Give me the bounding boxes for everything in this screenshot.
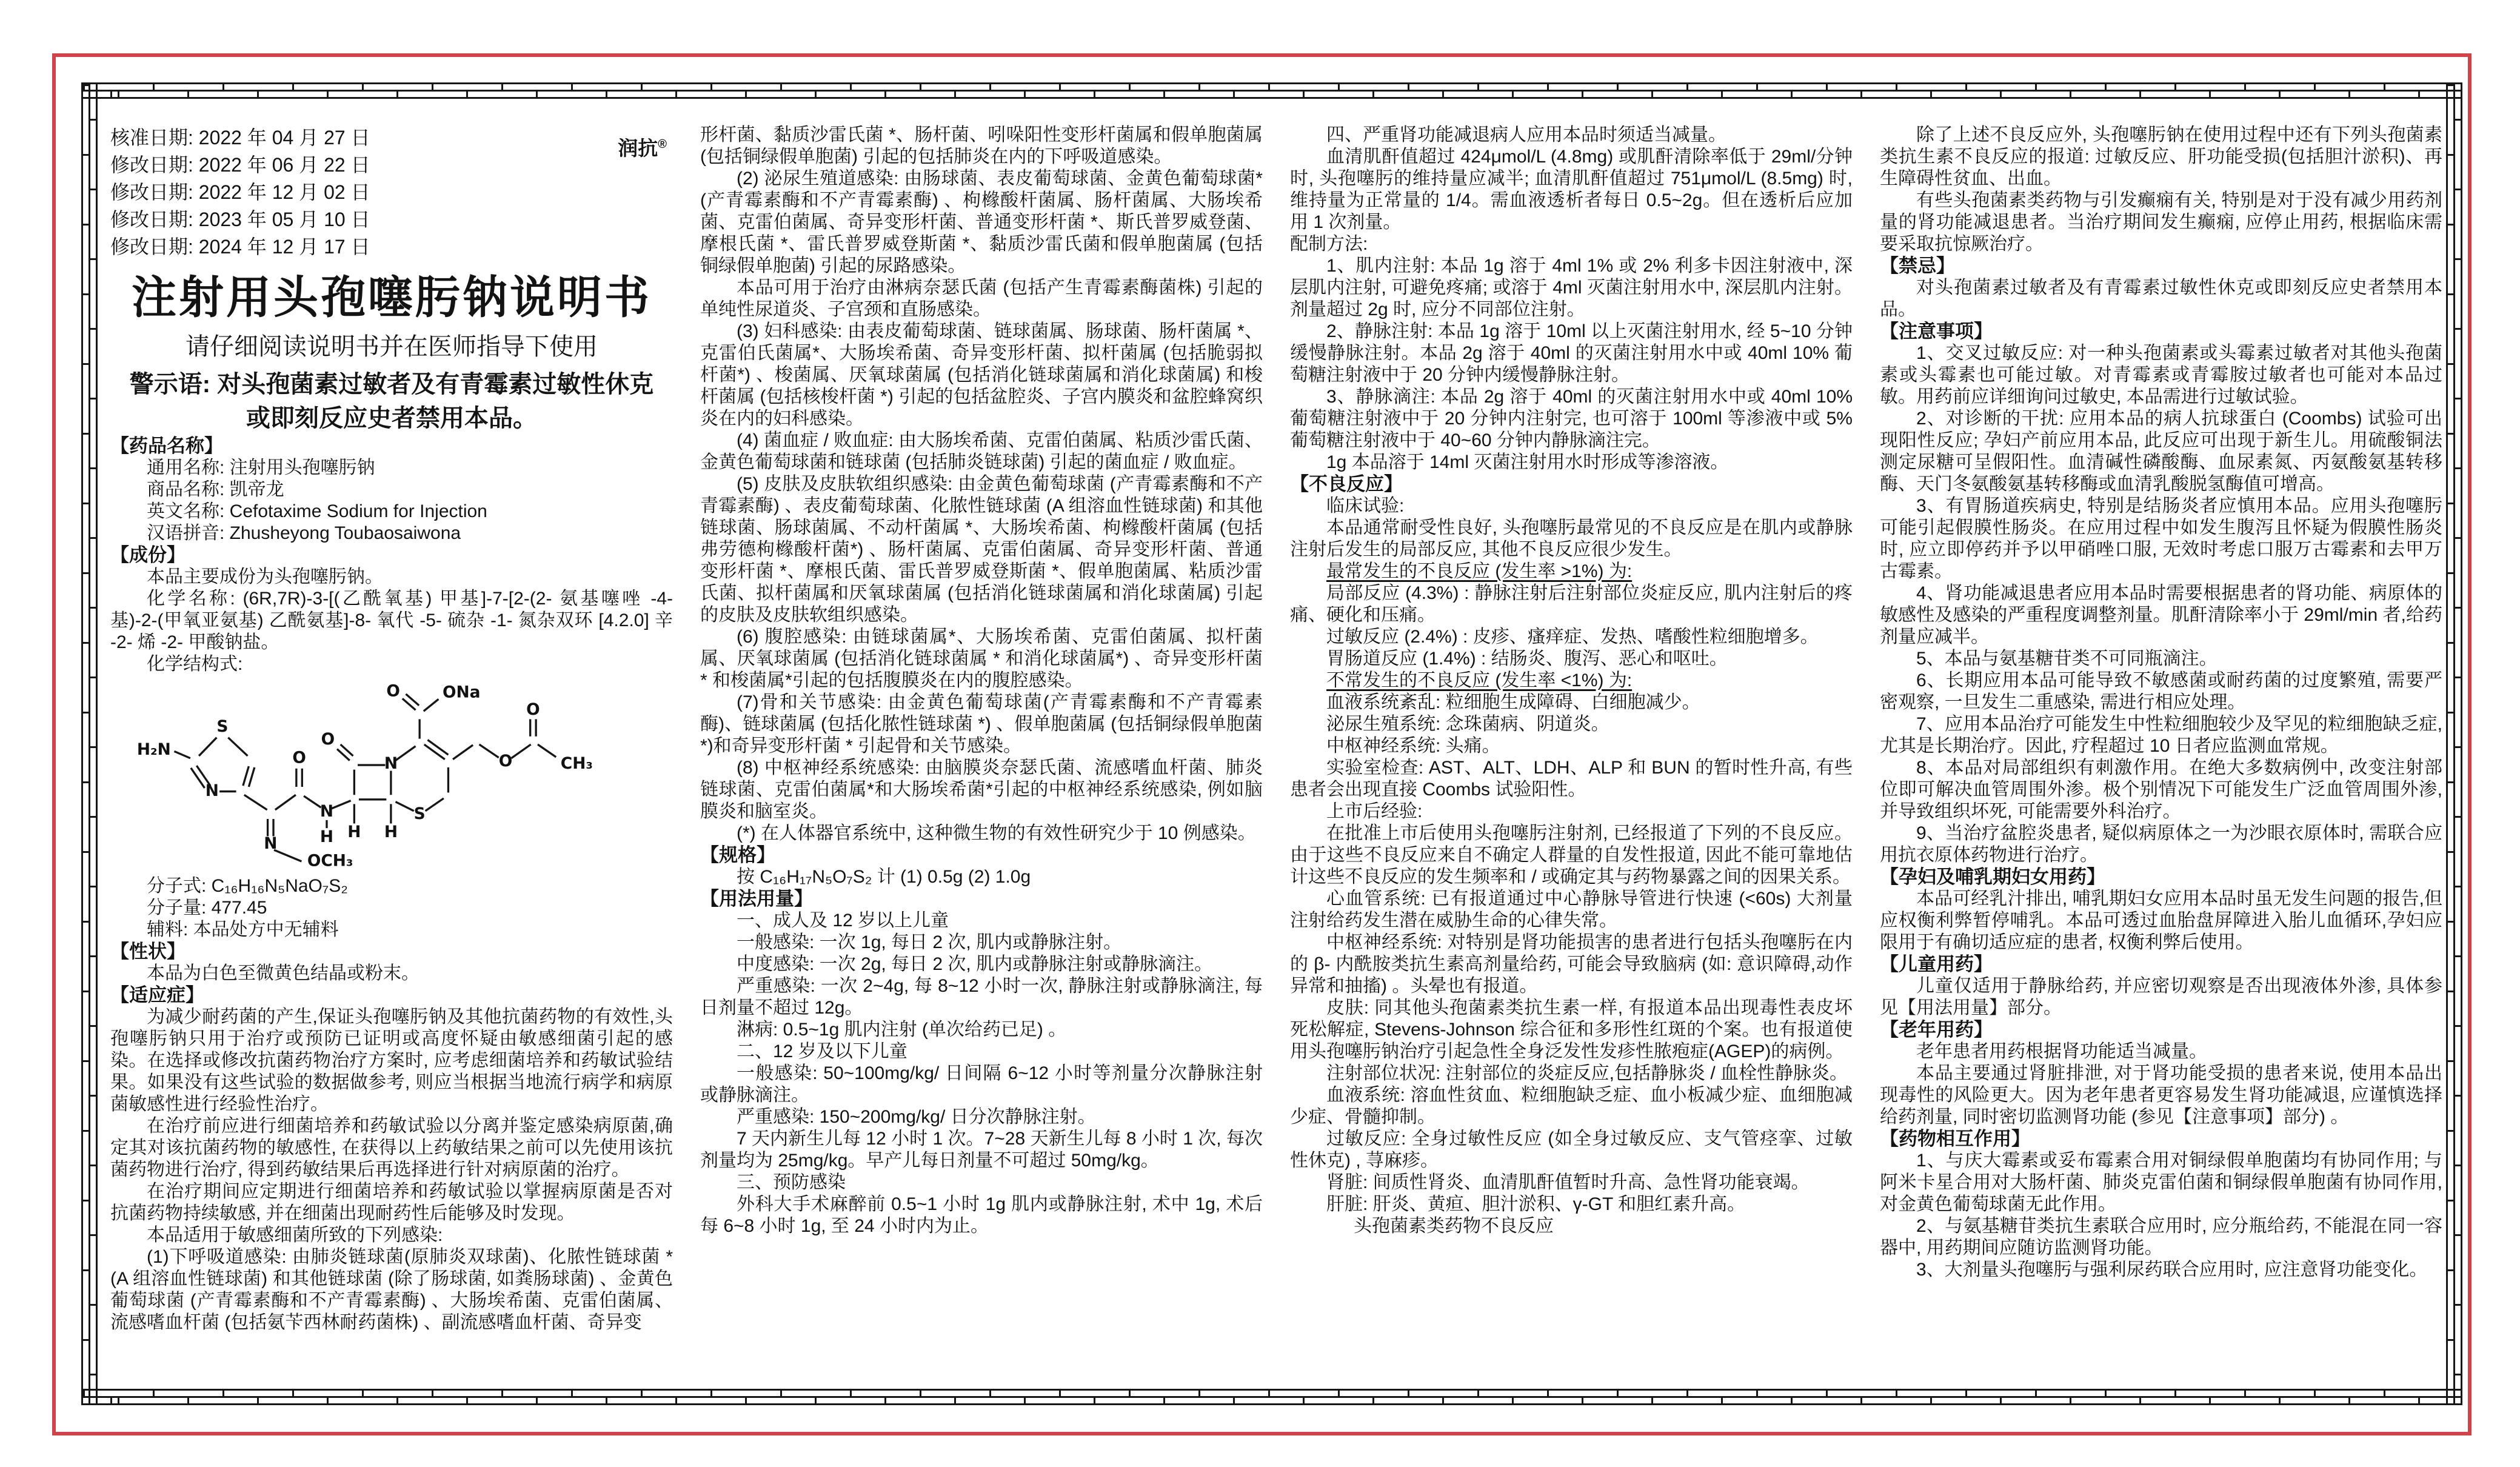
column-1-blocks-a	[110, 435, 673, 675]
section-heading: 【成份】	[110, 544, 185, 566]
chem-atom-label: O	[498, 751, 513, 770]
paragraph: 商品名称: 凯帝龙	[147, 480, 284, 500]
paragraph: (3) 妇科感染: 由表皮葡萄球菌、链球菌属、肠球菌、肠杆菌属 *、克雷伯氏菌属*、大肠埃希菌、奇异变形杆菌、拟杆菌属 (包括脆弱拟杆菌*) 、梭菌属、厌氧球菌属 (包括消化链球菌属和消化球菌属) 和梭杆菌属 (包括核梭杆菌 *) 引起的包括盆腔炎、子宫内膜炎和盆腔蜂窝织炎在内的妇科感染。	[700, 321, 1263, 429]
chem-atom-label: N	[205, 781, 219, 801]
paragraph: 1、与庆大霉素或妥布霉素合用对铜绿假单胞菌均有协同作用; 与阿米卡星合用对大肠杆菌、肺炎克雷伯菌和铜绿假单胞菌有协同作用,对金黄色葡萄球菌无此作用。	[1880, 1151, 2442, 1214]
paragraph: 5、本品与氨基糖苷类不可同瓶滴注。	[1916, 649, 2218, 669]
column-3	[1290, 124, 1853, 1379]
paragraph: 淋病: 0.5~1g 肌内注射 (单次给药已足) 。	[737, 1020, 1067, 1040]
section-heading: 【注意事项】	[1880, 321, 1993, 342]
paragraph: 血清肌酐值超过 424μmol/L (4.8mg) 或肌酐清除率低于 29ml/分钟时, 头孢噻肟的维持量应减半; 血清肌酐值超过 751μmol/L (8.5mg) 时, 维持量为正常量的 1/4。需血液透析者每日 0.5~2g。但在透析后应加用 1 次剂量。	[1290, 147, 1853, 232]
paragraph: 7、应用本品治疗可能发生中性粒细胞较少及罕见的粒细胞缺乏症,尤其是长期治疗。因此, 疗程超过 10 日者应监测血常规。	[1880, 714, 2442, 756]
paragraph: 本品为白色至微黄色结晶或粉末。	[147, 963, 419, 983]
paragraph: (*) 在人体器官系统中, 这种微生物的有效性研究少于 10 例感染。	[737, 823, 1256, 843]
paragraph: 1、肌内注射: 本品 1g 溶于 4ml 1% 或 2% 利多卡因注射液中, 深层肌内注射, 可避免疼痛; 或溶于 4ml 灭菌注射用水中, 深层肌内注射。剂量超过 2g 时, 应分不同部位注射。	[1290, 256, 1853, 319]
brick-border-top	[81, 82, 2462, 99]
section-heading: 【规格】	[700, 844, 775, 866]
warning-line-1: 警示语: 对头孢菌素过敏者及有青霉素过敏性休克	[129, 371, 654, 398]
paragraph: 形杆菌、黏质沙雷氏菌 *、肠杆菌、吲哚阳性变形杆菌属和假单胞菌属 (包括铜绿假单胞菌) 引起的包括肺炎在内的下呼吸道感染。	[700, 125, 1263, 167]
section-heading: 【禁忌】	[1880, 255, 1955, 276]
date-line: 修改日期: 2022 年 12 月 02 日	[110, 181, 370, 203]
paragraph: 配制方法:	[1290, 234, 1368, 254]
paragraph: 本品通常耐受性良好, 头孢噻肟最常见的不良反应是在肌内或静脉注射后发生的局部反应, 其他不良反应很少发生。	[1290, 518, 1853, 560]
paragraph: 四、严重肾功能减退病人应用本品时须适当减量。	[1326, 125, 1726, 145]
paragraph: 英文名称: Cefotaxime Sodium for Injection	[147, 501, 487, 521]
chem-atom-label: S	[216, 717, 229, 737]
paragraph: 本品可用于治疗由淋病奈瑟氏菌 (包括产生青霉素酶菌株) 引起的单纯性尿道炎、子宫颈和直肠感染。	[700, 278, 1263, 319]
section-heading: 【不良反应】	[1290, 473, 1403, 495]
paragraph: 肝脏: 肝炎、黄疸、胆汁淤积、γ-GT 和胆红素升高。	[1326, 1194, 1746, 1214]
warning-line-2: 或即刻反应史者禁用本品。	[246, 405, 537, 432]
chem-atom-label: H₂N	[136, 740, 171, 760]
paragraph: 1、交叉过敏反应: 对一种头孢菌素或头霉素过敏者对其他头孢菌素或头霉素也可能过敏。对青霉素或青霉胺过敏者也可能对本品过敏。用药前应详细询问过敏史, 本品需进行过敏试验。	[1880, 343, 2442, 407]
paragraph: 中度感染: 一次 2g, 每日 2 次, 肌内或静脉注射或静脉滴注。	[737, 954, 1213, 974]
paragraph: 中枢神经系统: 头痛。	[1326, 736, 1500, 756]
page-title: 注射用头孢噻肟钠说明书	[132, 272, 652, 322]
paragraph: 胃肠道反应 (1.4%) : 结肠炎、腹泻、恶心和呕吐。	[1326, 649, 1728, 669]
paragraph: 血液系统: 溶血性贫血、粒细胞缺乏症、血小板减少症、血细胞减少症、骨髓抑制。	[1290, 1085, 1853, 1127]
paragraph: 2、与氨基糖苷类抗生素联合应用时, 应分瓶给药, 不能混在同一容器中, 用药期间应随访监测肾功能。	[1880, 1216, 2442, 1258]
paragraph: (8) 中枢神经系统感染: 由脑膜炎奈瑟氏菌、流感嗜血杆菌、肺炎链球菌、克雷伯菌属*和大肠埃希菌*引起的中枢神经系统感染, 例如脑膜炎和脑室炎。	[700, 758, 1263, 821]
section-heading: 【儿童用药】	[1880, 954, 1993, 975]
paragraph: 有些头孢菌素类药物与引发癫痫有关, 特别是对于没有减少用药剂量的肾功能减退患者。当治疗期间发生癫痫, 应停止用药, 根据临床需要采取抗惊厥治疗。	[1880, 190, 2442, 254]
paragraph: 上市后经验:	[1326, 801, 1423, 821]
paragraph: 按 C₁₆H₁₇N₅O₇S₂ 计 (1) 0.5g (2) 1.0g	[737, 867, 1031, 887]
paragraph: 6、长期应用本品可能导致不敏感菌或耐药菌的过度繁殖, 需要严密观察, 一旦发生二重感染, 需进行相应处理。	[1880, 670, 2442, 712]
section-heading: 【适应症】	[110, 984, 204, 1006]
registered-trademark-icon: ®	[658, 138, 667, 151]
chem-atom-label: CH₃	[560, 754, 593, 773]
approval-dates	[110, 124, 673, 261]
chem-atom-label: O	[292, 748, 306, 767]
paragraph: (4) 菌血症 / 败血症: 由大肠埃希菌、克雷伯菌属、粘质沙雷氏菌、金黄色葡萄球菌和链球菌 (包括肺炎链球菌) 引起的菌血症 / 败血症。	[700, 430, 1263, 472]
paragraph: (5) 皮肤及皮肤软组织感染: 由金黄色葡萄球菌 (产青霉素酶和不产青霉素酶) 、表皮葡萄球菌、化脓性链球菌 (A 组溶血性链球菌) 和其他链球菌、肠球菌属、不动杆菌属 *、大肠埃希菌、枸橼酸杆菌属 (包括弗劳德枸橼酸杆菌*) 、肠杆菌属、克雷伯菌属、奇异变形杆菌、普通变形杆菌 *、摩根氏菌、雷氏普罗威登斯菌 *、假单胞菌属、粘质沙雷氏菌、拟杆菌属和厌氧球菌属 (包括消化链球菌属和消化球菌属) 引起的皮肤及皮肤软组织感染。	[700, 474, 1263, 625]
chem-bonds	[174, 694, 556, 861]
chem-atom-label: N	[319, 802, 334, 821]
paragraph: (7)骨和关节感染: 由金黄色葡萄球菌(产青霉素酶和不产青霉素酶)、链球菌属 (包括化脓性链球菌 *) 、假单胞菌属 (包括铜绿假单胞菌 *)和奇异变形杆菌 * 引起骨和关节感染。	[700, 692, 1263, 756]
paragraph: 儿童仅适用于静脉给药, 并应密切观察是否出现液体外渗, 具体参见【用法用量】部分。	[1880, 976, 2442, 1018]
paragraph: 辅料: 本品处方中无辅料	[147, 920, 339, 940]
paragraph: 临床试验:	[1326, 496, 1405, 516]
paragraph: 注射部位状况: 注射部位的炎症反应,包括静脉炎 / 血栓性静脉炎。	[1326, 1063, 1848, 1083]
chem-atom-label: H	[384, 823, 398, 842]
paragraph: 对头孢菌素过敏者及有青霉素过敏性休克或即刻反应史者禁用本品。	[1880, 278, 2442, 319]
chem-atom-label: H	[347, 823, 361, 842]
paragraph: 为减少耐药菌的产生,保证头孢噻肟钠及其他抗菌药物的有效性,头孢噻肟钠只用于治疗或预防已证明或高度怀疑由敏感细菌引起的感染。在选择或修改抗菌药物治疗方案时, 应考虑细菌培养和药敏试验结果。如果没有这些试验的数据做参考, 则应当根据当地流行病学和病原菌敏感性进行经验性治疗。	[110, 1007, 673, 1114]
paragraph: 老年患者用药根据肾功能适当减量。	[1916, 1041, 2207, 1061]
paragraph: 不常发生的不良反应 (发生率 <1%) 为:	[1326, 670, 1633, 690]
paragraph: 化学结构式:	[147, 654, 243, 674]
paragraph: 本品主要成份为头孢噻肟钠。	[147, 567, 383, 587]
paragraph: 8、本品对局部组织有刺激作用。在绝大多数病例中, 改变注射部位即可解决血管周围外渗。极个别情况下可能发生广泛血管周围外渗,并导致组织坏死, 可能需要外科治疗。	[1880, 758, 2442, 821]
paragraph: 2、对诊断的干扰: 应用本品的病人抗球蛋白 (Coombs) 试验可出现阳性反应; 孕妇产前应用本品, 此反应可出现于新生儿。用硫酸铜法测定尿糖可呈假阳性。血清碱性磷酸酶、血尿素氮、丙氨酸氨基转移酶、天门冬氨酸氨基转移酶或血清乳酸脱氢酶值可增高。	[1880, 409, 2442, 494]
paragraph: 在批准上市后使用头孢噻肟注射剂, 已经报道了下列的不良反应。由于这些不良反应来自不确定人群量的自发性报道, 因此不能可靠地估计这些不良反应的发生频率和 / 或确定其与药物暴露之间的因果关系。	[1290, 823, 1853, 887]
column-2	[700, 124, 1263, 1379]
paragraph: 分子式: C₁₆H₁₆N₅NaO₇S₂	[147, 876, 348, 896]
paragraph: 2、静脉注射: 本品 1g 溶于 10ml 以上灭菌注射用水, 经 5~10 分钟缓慢静脉注射。本品 2g 溶于 40ml 的灭菌注射用水中或 40ml 10% 葡萄糖注射液中于 20 分钟内缓慢静脉注射。	[1290, 321, 1853, 385]
paragraph: 本品主要通过肾脏排泄, 对于肾功能受损的患者来说, 使用本品出现毒性的风险更大。因为老年患者更容易发生肾功能减退, 应谨慎选择给药剂量, 同时密切监测肾功能 (参见【注意事项】部分) 。	[1880, 1063, 2442, 1127]
chemical-structure	[126, 680, 653, 873]
section-heading: 【性状】	[110, 941, 185, 962]
paragraph: 3、静脉滴注: 本品 2g 溶于 40ml 的灭菌注射用水中或 40ml 10% 葡萄糖注射液中于 20 分钟内注射完, 也可溶于 100ml 等渗液中或 5% 葡萄糖注射液中于 40~60 分钟内静脉滴注完。	[1290, 387, 1853, 450]
paragraph: 三、预防感染	[737, 1172, 846, 1192]
section-heading: 【药物相互作用】	[1880, 1128, 2030, 1149]
paragraph: 严重感染: 150~200mg/kg/ 日分次静脉注射。	[737, 1107, 1096, 1127]
paragraph: 化学名称: (6R,7R)-3-[(乙酰氧基) 甲基]-7-[2-(2- 氨基噻唑 -4- 基)-2-(甲氧亚氨基) 乙酰氨基]-8- 氧代 -5- 硫杂 -1- 氮杂双环 [4.2.0] 辛 -2- 烯 -2- 甲酸钠盐。	[110, 589, 673, 652]
chem-atom-label: O	[526, 700, 540, 719]
paragraph: 4、肾功能减退患者应用本品时需要根据患者的肾功能、病原体的敏感性及感染的严重程度调整剂量。肌酐清除率小于 29ml/min 者,给药剂量应减半。	[1880, 583, 2442, 647]
date-line: 核准日期: 2022 年 04 月 27 日	[110, 127, 370, 149]
brand-mark	[618, 133, 667, 161]
paragraph: (1)下呼吸道感染: 由肺炎链球菌(原肺炎双球菌)、化脓性链球菌 *(A 组溶血性链球菌) 和其他链球菌 (除了肠球菌, 如粪肠球菌) 、金黄色葡萄球菌 (产青霉素酶和不产青霉素酶) 、大肠埃希菌、克雷伯菌属、流感嗜血杆菌 (包括氨苄西林耐药菌株) 、副流感嗜血杆菌、奇异变	[110, 1247, 673, 1332]
paragraph: 肾脏: 间质性肾炎、血清肌酐值暂时升高、急性肾功能衰竭。	[1326, 1172, 1810, 1192]
paragraph: 局部反应 (4.3%) : 静脉注射后注射部位炎症反应, 肌内注射后的疼痛、硬化和压痛。	[1290, 583, 1853, 625]
paragraph: 在治疗期间应定期进行细菌培养和药敏试验以掌握病原菌是否对抗菌药物持续敏感, 并在细菌出现耐药性后能够及时发现。	[110, 1181, 673, 1223]
paragraph: 实验室检查: AST、ALT、LDH、ALP 和 BUN 的暂时性升高, 有些患者会出现直接 Coombs 试验阳性。	[1290, 758, 1853, 800]
paragraph: 二、12 岁及以下儿童	[737, 1041, 907, 1061]
paragraph: 严重感染: 一次 2~4g, 每 8~12 小时一次, 静脉注射或静脉滴注, 每日剂量不超过 12g。	[700, 976, 1263, 1018]
paragraph: 一、成人及 12 岁以上儿童	[737, 911, 949, 931]
paragraph: 一般感染: 50~100mg/kg/ 日间隔 6~12 小时等剂量分次静脉注射或静脉滴注。	[700, 1063, 1263, 1105]
paragraph: 在治疗前应进行细菌培养和药敏试验以分离并鉴定感染病原菌,确定其对该抗菌药物的敏感性, 在获得以上药敏结果之前可以先使用该抗菌药物进行治疗, 得到药敏结果后再选择进行针对病原菌的治疗。	[110, 1116, 673, 1180]
subtitle: 请仔细阅读说明书并在医师指导下使用	[185, 333, 598, 360]
section-heading: 【孕妇及哺乳期妇女用药】	[1880, 866, 2105, 887]
chem-atom-label: H	[319, 827, 334, 846]
paragraph: 中枢神经系统: 对特别是肾功能损害的患者进行包括头孢噻肟在内的 β- 内酰胺类抗生素高剂量给药, 可能会导致脑病 (如: 意识障碍,动作异常和抽搐) 。头晕也有报道。	[1290, 932, 1853, 996]
chem-atom-label: O	[321, 730, 335, 749]
paragraph: 9、当治疗盆腔炎患者, 疑似病原体之一为沙眼衣原体时, 需联合应用抗衣原体药物进行治疗。	[1880, 823, 2442, 865]
chem-atom-label: N	[264, 834, 278, 854]
section-heading: 【药品名称】	[110, 435, 223, 456]
paragraph: 过敏反应: 全身过敏性反应 (如全身过敏反应、支气管痉挛、过敏性休克) , 荨麻疹。	[1290, 1129, 1853, 1171]
paragraph: (6) 腹腔感染: 由链球菌属*、大肠埃希菌、克雷伯菌属、拟杆菌属、厌氧球菌属 (包括消化链球菌属 * 和消化球菌属*) 、奇异变形杆菌 * 和梭菌属*引起的包括腹膜炎在内的腹腔感染。	[700, 627, 1263, 690]
paragraph: 外科大手术麻醉前 0.5~1 小时 1g 肌内或静脉注射, 术中 1g, 术后每 6~8 小时 1g, 至 24 小时内为止。	[700, 1194, 1263, 1236]
chem-atom-label: OCH₃	[307, 851, 353, 871]
paragraph: 一般感染: 一次 1g, 每日 2 次, 肌内或静脉注射。	[737, 932, 1122, 952]
brick-border-bottom	[81, 1389, 2462, 1405]
brick-border-right	[2446, 82, 2462, 1405]
column-4	[1880, 124, 2442, 1379]
paragraph: 泌尿生殖系统: 念珠菌病、阴道炎。	[1326, 714, 1609, 734]
paragraph: 本品适用于敏感细菌所致的下列感染:	[147, 1225, 443, 1245]
paragraph: 分子量: 477.45	[147, 898, 267, 918]
paragraph: 心血管系统: 已有报道通过中心静脉导管进行快速 (<60s) 大剂量注射给药发生潜在威胁生命的心律失常。	[1290, 889, 1853, 931]
paragraph: 汉语拼音: Zhusheyong Toubaosaiwona	[147, 523, 461, 543]
paragraph: 3、大剂量头孢噻肟与强利尿药联合应用时, 应注意肾功能变化。	[1916, 1260, 2428, 1280]
paragraph: 过敏反应 (2.4%) : 皮疹、瘙痒症、发热、嗜酸性粒细胞增多。	[1326, 627, 1819, 647]
paragraph: 3、有胃肠道疾病史, 特别是结肠炎者应慎用本品。应用头孢噻肟可能引起假膜性肠炎。在应用过程中如发生腹泻且怀疑为假膜性肠炎时, 应立即停药并予以甲硝唑口服, 无效时考虑口服万古霉素和去甲万古霉素。	[1880, 496, 2442, 581]
date-line: 修改日期: 2022 年 06 月 22 日	[110, 154, 370, 176]
chem-atom-label: ONa	[443, 683, 481, 702]
paragraph: (2) 泌尿生殖道感染: 由肠球菌、表皮葡萄球菌、金黄色葡萄球菌*(产青霉素酶和不产青霉素酶) 、枸橼酸杆菌属、肠杆菌属、大肠埃希菌、克雷伯菌属、奇异变形杆菌、普通变形杆菌 *、斯氏普罗威登菌、摩根氏菌 *、雷氏普罗威登斯菌 *、黏质沙雷氏菌和假单胞菌属 (包括铜绿假单胞菌) 引起的尿路感染。	[700, 169, 1263, 276]
paragraph: 通用名称: 注射用头孢噻肟钠	[147, 458, 375, 478]
chem-atom-label: O	[386, 681, 400, 701]
date-line: 修改日期: 2024 年 12 月 17 日	[110, 236, 370, 258]
paragraph: 7 天内新生儿每 12 小时 1 次。7~28 天新生儿每 8 小时 1 次, 每次剂量均为 25mg/kg。早产儿每日剂量不可超过 50mg/kg。	[700, 1129, 1263, 1171]
brick-border-left	[81, 82, 98, 1405]
column-1-blocks-b	[110, 875, 673, 1334]
paragraph: 除了上述不良反应外, 头孢噻肟钠在使用过程中还有下列头孢菌素类抗生素不良反应的报道: 过敏反应、肝功能受损(包括胆汁淤积)、再生障碍性贫血、出血。	[1880, 125, 2442, 189]
paragraph: 皮肤: 同其他头孢菌素类抗生素一样, 有报道本品出现毒性表皮坏死松解症, Stevens-Johnson 综合征和多形性红斑的个案。也有报道使用头孢噻肟钠治疗引起急性全身泛发性发疹性脓疱症(AGEP)的病例。	[1290, 998, 1853, 1061]
paragraph: 血液系统紊乱: 粒细胞生成障碍、白细胞减少。	[1326, 692, 1700, 712]
paragraph: 本品可经乳汁排出, 哺乳期妇女应用本品时虽无发生问题的报告,但应权衡利弊暂停哺乳。本品可透过血胎盘屏障进入胎儿血循环,孕妇应限用于有确切适应症的患者, 权衡利弊后使用。	[1880, 889, 2442, 952]
section-heading: 【用法用量】	[700, 888, 813, 909]
paragraph: 1g 本品溶于 14ml 灭菌注射用水时形成等渗溶液。	[1326, 452, 1729, 472]
section-heading: 【老年用药】	[1880, 1019, 1993, 1040]
date-line: 修改日期: 2023 年 05 月 10 日	[110, 209, 370, 230]
paragraph: 最常发生的不良反应 (发生率 >1%) 为:	[1326, 561, 1633, 581]
chem-atom-label: S	[413, 804, 426, 823]
column-1	[110, 124, 673, 1379]
chem-atom-label: N	[384, 754, 398, 773]
paragraph: 头孢菌素类药物不良反应	[1354, 1216, 1554, 1236]
brand-name: 润抗	[618, 137, 658, 159]
